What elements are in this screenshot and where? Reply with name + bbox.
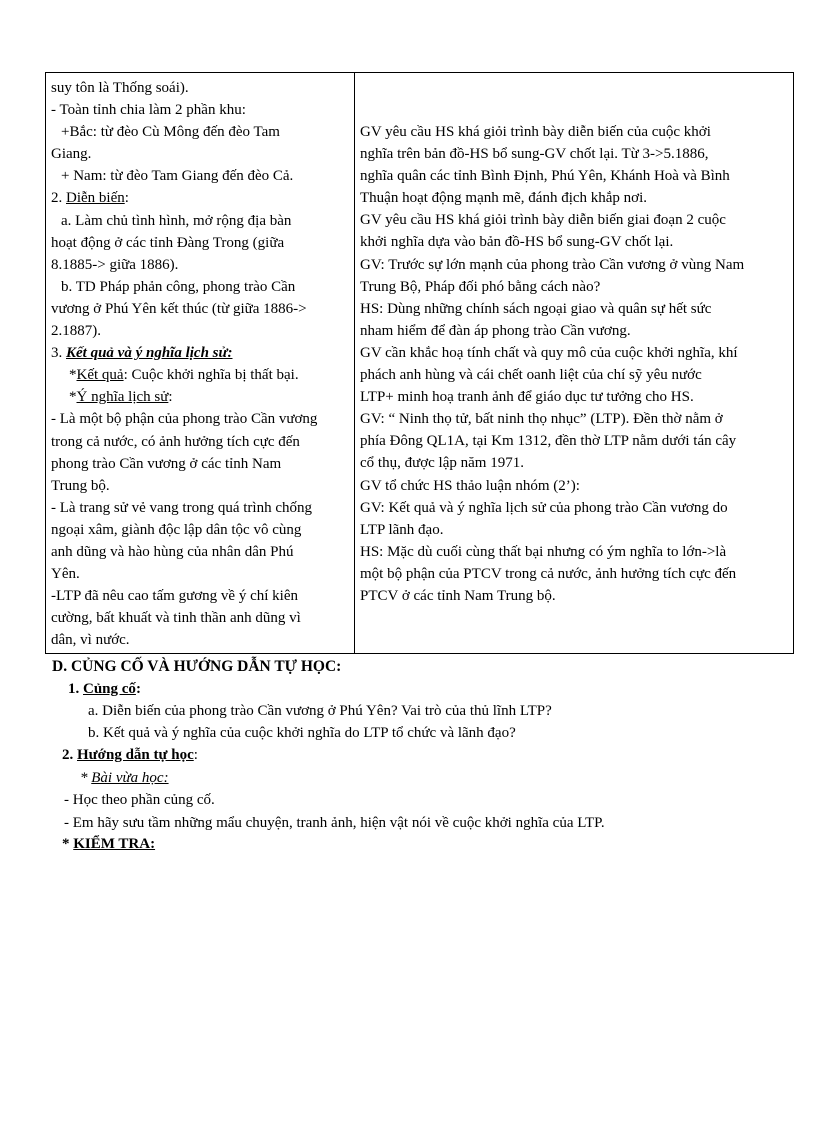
heading-ket-qua: 3. Kết quả và ý nghĩa lịch sử: — [51, 345, 233, 362]
text-line: trong cả nước, có ảnh hưởng tích cực đến — [51, 433, 300, 450]
huong-dan-heading: 2. Hướng dẫn tự học: — [62, 747, 198, 763]
text-line: nghĩa quân các tỉnh Bình Định, Phú Yên, Khánh Hoà và Bình — [360, 168, 730, 185]
text-line: Thuận hoạt động mạnh mẽ, đánh địch khắp nơi. — [360, 190, 648, 207]
text-line: anh dũng và hào hùng của nhân dân Phú — [51, 543, 294, 560]
text-line: 2.1887). — [51, 323, 101, 340]
text-line: - Là trang sử vẻ vang trong quá trình chống — [51, 499, 312, 516]
text-line: - Là một bộ phận của phong trào Cần vương — [51, 411, 318, 428]
text-line: nham hiểm để đàn áp phong trào Cần vương. — [360, 322, 631, 339]
text-line: GV yêu cầu HS khá giỏi trình bày diễn biến của cuộc khởi — [360, 124, 711, 140]
text-line: HS: Mặc dù cuối cùng thất bại nhưng có ým nghĩa to lớn->là — [360, 543, 727, 560]
section-d-title: D. CỦNG CỐ VÀ HƯỚNG DẪN TỰ HỌC: — [52, 658, 342, 675]
text-line: a. Làm chủ tình hình, mở rộng địa bàn — [61, 212, 292, 229]
list-item: - Em hãy sưu tầm những mẩu chuyện, tranh ảnh, hiện vật nói về cuộc khởi nghĩa của LTP. — [64, 815, 605, 831]
kiem-tra-heading: * KIỂM TRA: — [62, 836, 156, 852]
text-line: Giang. — [51, 146, 92, 163]
list-item: - Học theo phần củng cố. — [64, 792, 215, 808]
text-line: ngoại xâm, giành độc lập dân tộc vô cùng — [51, 521, 302, 538]
text-line: LTP+ minh hoạ tranh ảnh để giáo dục tư tưởng cho HS. — [360, 389, 694, 406]
text-line: 8.1885-> giữa 1886). — [51, 256, 179, 273]
text-line: PTCV ở các tỉnh Nam Trung bộ. — [360, 587, 556, 604]
text-line: GV tổ chức HS thảo luận nhóm (2’): — [360, 477, 580, 494]
cung-co-heading: 1. Củng cố: — [68, 681, 141, 697]
lesson-table — [45, 72, 794, 654]
activity-column — [355, 73, 793, 653]
text-line: hoạt động ở các tỉnh Đàng Trong (giữa — [51, 234, 285, 251]
text-line: Yên. — [51, 566, 80, 583]
text-line: cường, bất khuất và tinh thần anh dũng vì — [51, 610, 301, 627]
y-nghia-line: *Ý nghĩa lịch sử: — [69, 389, 173, 406]
text-line: phía Đông QL1A, tại Km 1312, đền thờ LTP nằm dưới tán cây — [360, 433, 737, 450]
text-line: +Bắc: từ đèo Cù Mông đến đèo Tam — [61, 124, 280, 141]
text-line: GV: “ Ninh thọ tử, bất ninh thọ nhục” (LTP). Đền thờ nằm ở — [360, 411, 723, 428]
text-line: GV: Trước sự lớn mạnh của phong trào Cần vương ở vùng Nam — [360, 256, 745, 273]
bai-vua-hoc: * Bài vừa học: — [80, 770, 169, 786]
text-line: suy tôn là Thống soái). — [51, 80, 189, 96]
question-b: b. Kết quả và ý nghĩa của cuộc khởi nghĩa do LTP tổ chức và lãnh đạo? — [88, 725, 516, 741]
text-line: b. TD Pháp phản công, phong trào Cần — [61, 278, 296, 295]
text-line: GV: Kết quả và ý nghĩa lịch sử của phong trào Cần vương do — [360, 499, 728, 516]
text-line: + Nam: từ đèo Tam Giang đến đèo Cả. — [61, 168, 294, 185]
text-line: Trung bộ. — [51, 477, 110, 494]
text-line: khởi nghĩa dựa vào bản đồ-HS bổ sung-GV chốt lại. — [360, 234, 674, 251]
ket-qua-line: *Kết quả: Cuộc khởi nghĩa bị thất bại. — [69, 367, 299, 384]
heading-dien-bien: 2. Diễn biến: — [51, 190, 129, 207]
text-line: HS: Dùng những chính sách ngoại giao và quân sự hết sức — [360, 300, 712, 317]
text-line: phong trào Cần vương ở các tỉnh Nam — [51, 455, 282, 472]
question-a: a. Diễn biến của phong trào Cần vương ở Phú Yên? Vai trò của thủ lĩnh LTP? — [88, 703, 552, 719]
text-line: -LTP đã nêu cao tấm gương về ý chí kiên — [51, 588, 298, 605]
content-column — [46, 73, 355, 653]
text-line: LTP lãnh đạo. — [360, 521, 444, 538]
text-line: nghĩa trên bản đồ-HS bổ sung-GV chốt lại. Từ 3->5.1886, — [360, 146, 709, 163]
text-line: một bộ phận của PTCV trong cả nước, ảnh hưởng tích cực đến — [360, 565, 737, 582]
text-line: phách anh hùng và cái chết oanh liệt của chí sỹ yêu nước — [360, 367, 702, 384]
text-line: cổ thụ, được lập năm 1971. — [360, 455, 524, 472]
text-line: Trung Bộ, Pháp đối phó bằng cách nào? — [360, 278, 601, 295]
text-line: GV cần khắc hoạ tính chất và quy mô của cuộc khởi nghĩa, khí — [360, 344, 738, 361]
text-line: dân, vì nước. — [51, 632, 130, 649]
text-line: GV yêu cầu HS khá giỏi trình bày diễn biến giai đoạn 2 cuộc — [360, 212, 726, 229]
text-line: vương ở Phú Yên kết thúc (từ giữa 1886-> — [51, 300, 307, 317]
text-line: - Toàn tỉnh chia làm 2 phần khu: — [51, 102, 246, 119]
